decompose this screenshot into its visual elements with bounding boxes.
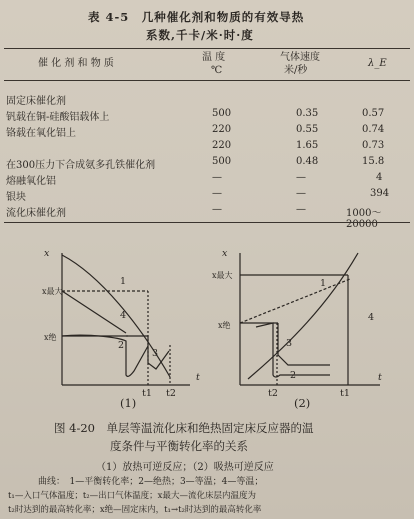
- table-row: [6, 156, 408, 171]
- curve-4: [240, 279, 350, 323]
- cell-velocity: 0.35: [296, 108, 319, 119]
- cell-name: 银块: [6, 192, 26, 203]
- header-temp-line2: ℃: [211, 65, 223, 76]
- fig1-x-label: t: [196, 372, 200, 383]
- cell-lambda: 15.8: [362, 156, 385, 167]
- cell-temp: 500: [212, 108, 232, 119]
- fig2-t2: t2: [268, 388, 278, 399]
- curve-4a: [62, 291, 126, 333]
- cell-temp: 220: [212, 124, 232, 135]
- cell-name: 熔融氧化铝: [6, 176, 56, 187]
- cell-name: 钒载在铜-硅酸铝载体上: [6, 112, 110, 123]
- fig2-xjue-label: x绝: [218, 321, 231, 330]
- fig2-sub-label: (2): [294, 396, 311, 410]
- cell-lambda: 0.57: [362, 108, 385, 119]
- figure-legend-line3: t₂时达到的最高转化率；x绝—固定床内，t₁→t₂时达到的最高转化率: [8, 505, 262, 515]
- curve-2: [256, 323, 330, 377]
- curve-1: [248, 253, 358, 379]
- figure-caption-line3: （1）放热可逆反应；（2）吸热可逆反应: [96, 462, 274, 473]
- fig2-t1: t1: [340, 388, 350, 399]
- cell-lambda: 0.74: [362, 124, 385, 135]
- curve-2: [62, 335, 148, 376]
- fig1-curve-4: 4: [120, 310, 127, 321]
- figure-legend-line2: t₁—入口气体温度；t₂—出口气体温度；x最大—流化床层内温度为: [8, 491, 256, 501]
- fig1-xjue-label: x绝: [44, 333, 57, 342]
- table-row: [6, 172, 408, 187]
- cell-velocity: 0.48: [296, 156, 319, 167]
- cell-lambda: 394: [370, 188, 390, 199]
- header-velocity-line1: 气体速度: [280, 52, 320, 63]
- fig2-x-label: t: [378, 372, 382, 383]
- cell-lambda: 4: [376, 172, 383, 183]
- cell-name: 铬载在氧化铝上: [6, 128, 76, 139]
- cell-velocity: —: [296, 172, 306, 183]
- table-row: [6, 124, 408, 139]
- figure-caption-line1: 图 4-20 单层等温流化床和绝热固定床反应器的温: [54, 421, 314, 435]
- cell-temp: —: [212, 204, 222, 215]
- header-lambda: λ_E: [368, 58, 387, 69]
- table-row: [6, 140, 408, 155]
- figure-legend-line1: 曲线： 1—平衡转化率；2—绝热；3—等温；4—等温；: [38, 477, 264, 487]
- fig2-curve-1: 1: [320, 278, 327, 289]
- cell-name: 流化床催化剂: [6, 208, 66, 219]
- header-material: 催 化 剂 和 物 质: [38, 58, 114, 69]
- table-row: [6, 92, 408, 107]
- fig1-curve-2: 2: [118, 340, 125, 351]
- header-velocity-line2: 米/秒: [284, 65, 308, 76]
- cell-temp: —: [212, 172, 222, 183]
- fig1-curve-3: 3: [152, 348, 159, 359]
- table-row: [6, 188, 408, 203]
- fig1-xmax-label: x最大: [42, 287, 63, 296]
- cell-temp: —: [212, 188, 222, 199]
- fig2-curve-3: 3: [286, 338, 293, 349]
- cell-name: 固定床催化剂: [6, 96, 66, 107]
- fig2-curve-2: 2: [290, 370, 297, 381]
- cell-velocity: —: [296, 188, 306, 199]
- cell-temp: 220: [212, 140, 232, 151]
- header-temp-line1: 温 度: [202, 52, 226, 63]
- table-bottom-rule: [4, 222, 410, 223]
- table-top-rule: [4, 48, 410, 49]
- cell-velocity: 0.55: [296, 124, 319, 135]
- table-header-rule: [4, 80, 410, 81]
- fig2-xmax-label: x最大: [212, 271, 233, 280]
- fig2-curve-4: 4: [368, 312, 375, 323]
- cell-lambda: 0.73: [362, 140, 385, 151]
- fig1-y-label: x: [44, 248, 50, 259]
- fig1-curve-1: 1: [120, 276, 127, 287]
- cell-lambda: 1000～20000: [346, 208, 382, 230]
- cell-velocity: —: [296, 204, 306, 215]
- figure-endothermic: [218, 245, 388, 405]
- cell-name: 在300压力下合成氨多孔铁催化剂: [6, 160, 156, 171]
- cell-temp: 500: [212, 156, 232, 167]
- fig1-t2: t2: [166, 388, 176, 399]
- figure-caption-line2: 度条件与平衡转化率的关系: [110, 439, 248, 453]
- fig2-y-label: x: [222, 248, 228, 259]
- fig1-sub-label: (1): [120, 396, 137, 410]
- table-row: [6, 204, 408, 230]
- table-row: [6, 108, 408, 123]
- figure-exothermic: [40, 245, 200, 405]
- table-title-line1: 表 4-5 几种催化剂和物质的有效导热: [88, 10, 305, 24]
- cell-velocity: 1.65: [296, 140, 319, 151]
- fig1-t1: t1: [142, 388, 152, 399]
- table-title-line2: 系数,千卡/米·时·度: [146, 28, 254, 42]
